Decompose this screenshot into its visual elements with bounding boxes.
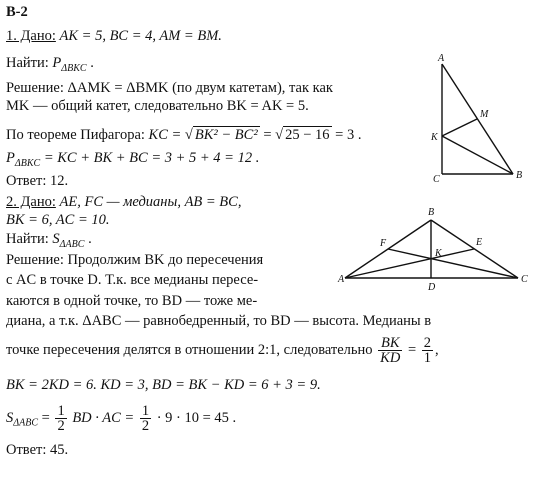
problem2-line1: Продолжим BK до пересечения (67, 252, 264, 268)
fig2-label-b: B (428, 207, 435, 218)
problem2-answer: Ответ: 45. (6, 442, 69, 458)
problem2-given1: AE, FC — медианы, AB = BC, (59, 194, 242, 210)
fig1-label-b: B (516, 170, 523, 181)
segment-ab (442, 64, 513, 174)
problem2-solution-line2: с AC в точке D. Т.к. все медианы пересе- (6, 272, 259, 288)
area-sub: ΔABC (13, 417, 39, 429)
pythagoras-root1: BK² − BC² (194, 127, 258, 143)
pythagoras-root2: 25 − 16 (285, 127, 330, 143)
figure2-triangle (338, 205, 543, 295)
problem1-given-line (6, 28, 222, 45)
area-fraction-1 (55, 404, 66, 433)
problem2-solution-label: Решение: (6, 252, 64, 268)
area-mid: BD · AC = (72, 409, 135, 426)
problem2-line5-text: точке пересечения делятся в отношении 2:1, следовательно (6, 341, 373, 358)
perimeter-expr: = KC + BK + BC = 3 + 5 + 4 = 12 . (43, 150, 260, 166)
ratio-den1: KD (380, 350, 401, 366)
fig1-label-k: K (431, 132, 438, 143)
area-half-den: 2 (57, 418, 65, 434)
problem2-find-label: Найти: (6, 231, 49, 247)
segment-kb (442, 136, 513, 174)
problem1-solution-label: Решение: (6, 80, 64, 96)
problem2-solution-line6: BK = 2KD = 6. KD = 3, BD = BK − KD = 6 + 3 = 9. (6, 377, 321, 393)
problem1-perimeter-line (6, 150, 259, 172)
ratio-fraction-1 (378, 336, 402, 365)
area-end: · 9 · 10 = 45 . (156, 409, 237, 426)
problem1-header: 1. Дано: (6, 28, 56, 44)
problem2-given-line1 (6, 194, 241, 211)
perimeter-symbol: P (6, 150, 15, 166)
perimeter-sub: ΔBKC (14, 157, 41, 169)
variant-heading: В-2 (6, 4, 28, 20)
ratio-num2: 2 (423, 335, 432, 351)
fig1-label-a: A (438, 53, 445, 64)
problem1-find-sub: ΔBKC (61, 62, 87, 74)
pythagoras-left: KC = (148, 127, 182, 143)
pythagoras-label: По теореме Пифагора: (6, 127, 145, 143)
problem1-solution-text1: ΔAMK = ΔBMK (по двум катетам), так как (67, 80, 333, 96)
area-half-den-2: 2 (141, 418, 150, 434)
problem2-header: 2. Дано: (6, 194, 56, 210)
problem2-solution-line3: каются в одной точке, то BD — тоже ме- (6, 293, 258, 309)
area-half-num-2: 1 (141, 403, 150, 419)
area-half-num: 1 (57, 403, 65, 419)
problem1-pythagoras-line: По теореме Пифагора: KC = √ BK² − BC² = √ 25 − 16 = 3 . (6, 127, 362, 143)
pythagoras-result: = 3 . (335, 127, 362, 143)
ratio-eq: = (407, 341, 417, 358)
fig2-label-d: D (428, 282, 436, 293)
problem1-find-line: Найти: $P_{\Delta BKC}$ . (6, 55, 94, 74)
segment-km (442, 119, 477, 136)
area-fraction-2 (140, 404, 151, 433)
problem2-area-line (6, 404, 236, 433)
ratio-end: , (435, 341, 439, 358)
problem2-solution-line1 (6, 252, 263, 269)
fig2-label-a: A (338, 274, 345, 285)
problem2-given-line2: BK = 6, AC = 10. (6, 212, 110, 228)
segment-bc (431, 220, 518, 278)
problem1-solution-line2: MK — общий катет, следовательно BK = AK = 5. (6, 98, 309, 114)
fig2-label-f: F (380, 238, 387, 249)
problem1-given: AK = 5, BC = 4, AM = BM. (59, 28, 222, 44)
problem1-find-label: Найти: (6, 55, 49, 71)
ratio-den2: 1 (423, 350, 432, 366)
fig2-label-k: K (435, 248, 442, 259)
fig1-label-m: M (480, 109, 489, 120)
fig2-label-e: E (476, 237, 483, 248)
problem2-solution-line5 (6, 336, 439, 365)
pythagoras-eq: = (263, 127, 272, 143)
problem2-find-sub: ΔABC (59, 238, 85, 250)
problem2-find-line: Найти: $S_{\Delta ABC}$ . (6, 231, 92, 250)
fig2-label-c: C (521, 274, 528, 285)
problem1-answer: Ответ: 12. (6, 173, 69, 189)
problem2-solution-line4: диана, а т.к. ΔABC — равнобедренный, то BD — высота. Медианы в (6, 313, 432, 329)
area-eq: = (41, 409, 50, 426)
problem1-find: P (52, 55, 62, 71)
problem2-find: S (52, 231, 60, 247)
figure1-triangle (425, 52, 535, 187)
ratio-num1: BK (378, 336, 402, 351)
area-symbol: S (6, 409, 14, 426)
ratio-fraction-2 (422, 336, 433, 365)
fig1-label-c: C (433, 174, 440, 185)
problem1-solution-line1 (6, 80, 333, 97)
